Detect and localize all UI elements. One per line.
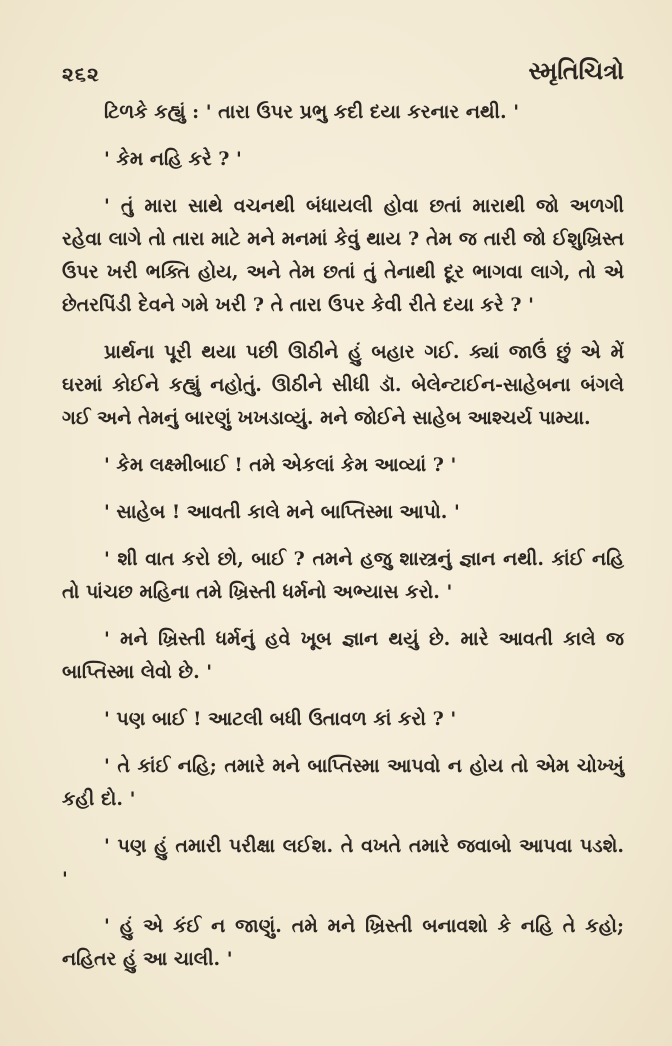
page-number: ૨૬૨ — [62, 62, 100, 86]
paragraph: ટિળકે કહ્યું : ' તારા ઉપર પ્રભુ કદી દયા કરનાર નથી. ' — [104, 101, 520, 123]
paragraph: ' પણ હું તમારી પરીક્ષા લઈશ. તે વખતે તમારે જવાબો આપવા પડશે. ' — [62, 835, 624, 890]
paragraph: ' તું મારા સાથે વચનથી બંધાયલી હોવા છતાં મારાથી જો અળગી રહેવા લાગે તો તારા માટે મને મનમાં કેવું થાય ? તેમ જ તારી જો ઈશુખ્રિસ્ત ઉપર ખરી ભક્તિ હોય, અને તેમ છતાં તું તેનાથી દૂર ભાગવા લાગે, તો એ છેતરપિંડી દેવને ગમે ખરી ? તે તારા ઉપર કેવી રીતે દયા કરે ? ' — [62, 195, 624, 316]
paragraph: ' શી વાત કરો છો, બાઈ ? તમને હજુ શાસ્ત્રનું જ્ઞાન નથી. કાંઈ નહિ તો પાંચછ મહિના તમે ખ્રિસ્તી ધર્મનો અભ્યાસ કરો. ' — [62, 548, 624, 603]
paragraph: ' કેમ નહિ કરે ? ' — [104, 148, 242, 170]
paragraph: ' સાહેબ ! આવતી કાલે મને બાપ્તિસ્મા આપો. ' — [104, 501, 460, 523]
paragraph: ' હું એ કંઈ ન જાણું. તમે મને ખ્રિસ્તી બનાવશો કે નહિ તે કહો; નહિતર હું આ ચાલી. ' — [62, 915, 624, 970]
paragraph: ' પણ બાઈ ! આટલી બધી ઉતાવળ કાં કરો ? ' — [104, 708, 457, 730]
page-header — [62, 56, 624, 92]
running-title: સ્મૃતિચિત્રો — [528, 56, 624, 85]
paragraph: પ્રાર્થના પૂરી થયા પછી ઊઠીને હું બહાર ગઈ. ક્યાં જાઉં છું એ મેં ઘરમાં કોઈને કહ્યું નહોતું. ઊઠીને સીધી ડૉ. બેલેન્ટાઈન-સાહેબના બંગલે ગઈ અને તેમનું બારણું ખખડાવ્યું. મને જોઈને સાહેબ આશ્ચર્ય પામ્યા. — [62, 341, 624, 429]
paragraph: ' કેમ લક્ષ્મીબાઈ ! તમે એકલાં કેમ આવ્યાં ? ' — [104, 454, 457, 476]
paragraph: ' મને ખ્રિસ્તી ધર્મનું હવે ખૂબ જ્ઞાન થયું છે. મારે આવતી કાલે જ બાપ્તિસ્મા લેવો છે. ' — [62, 628, 624, 683]
paragraph: ' તે કાંઈ નહિ; તમારે મને બાપ્તિસ્મા આપવો ન હોય તો એમ ચોખ્ખું કહી દો. ' — [62, 755, 624, 810]
body-text — [62, 96, 624, 990]
